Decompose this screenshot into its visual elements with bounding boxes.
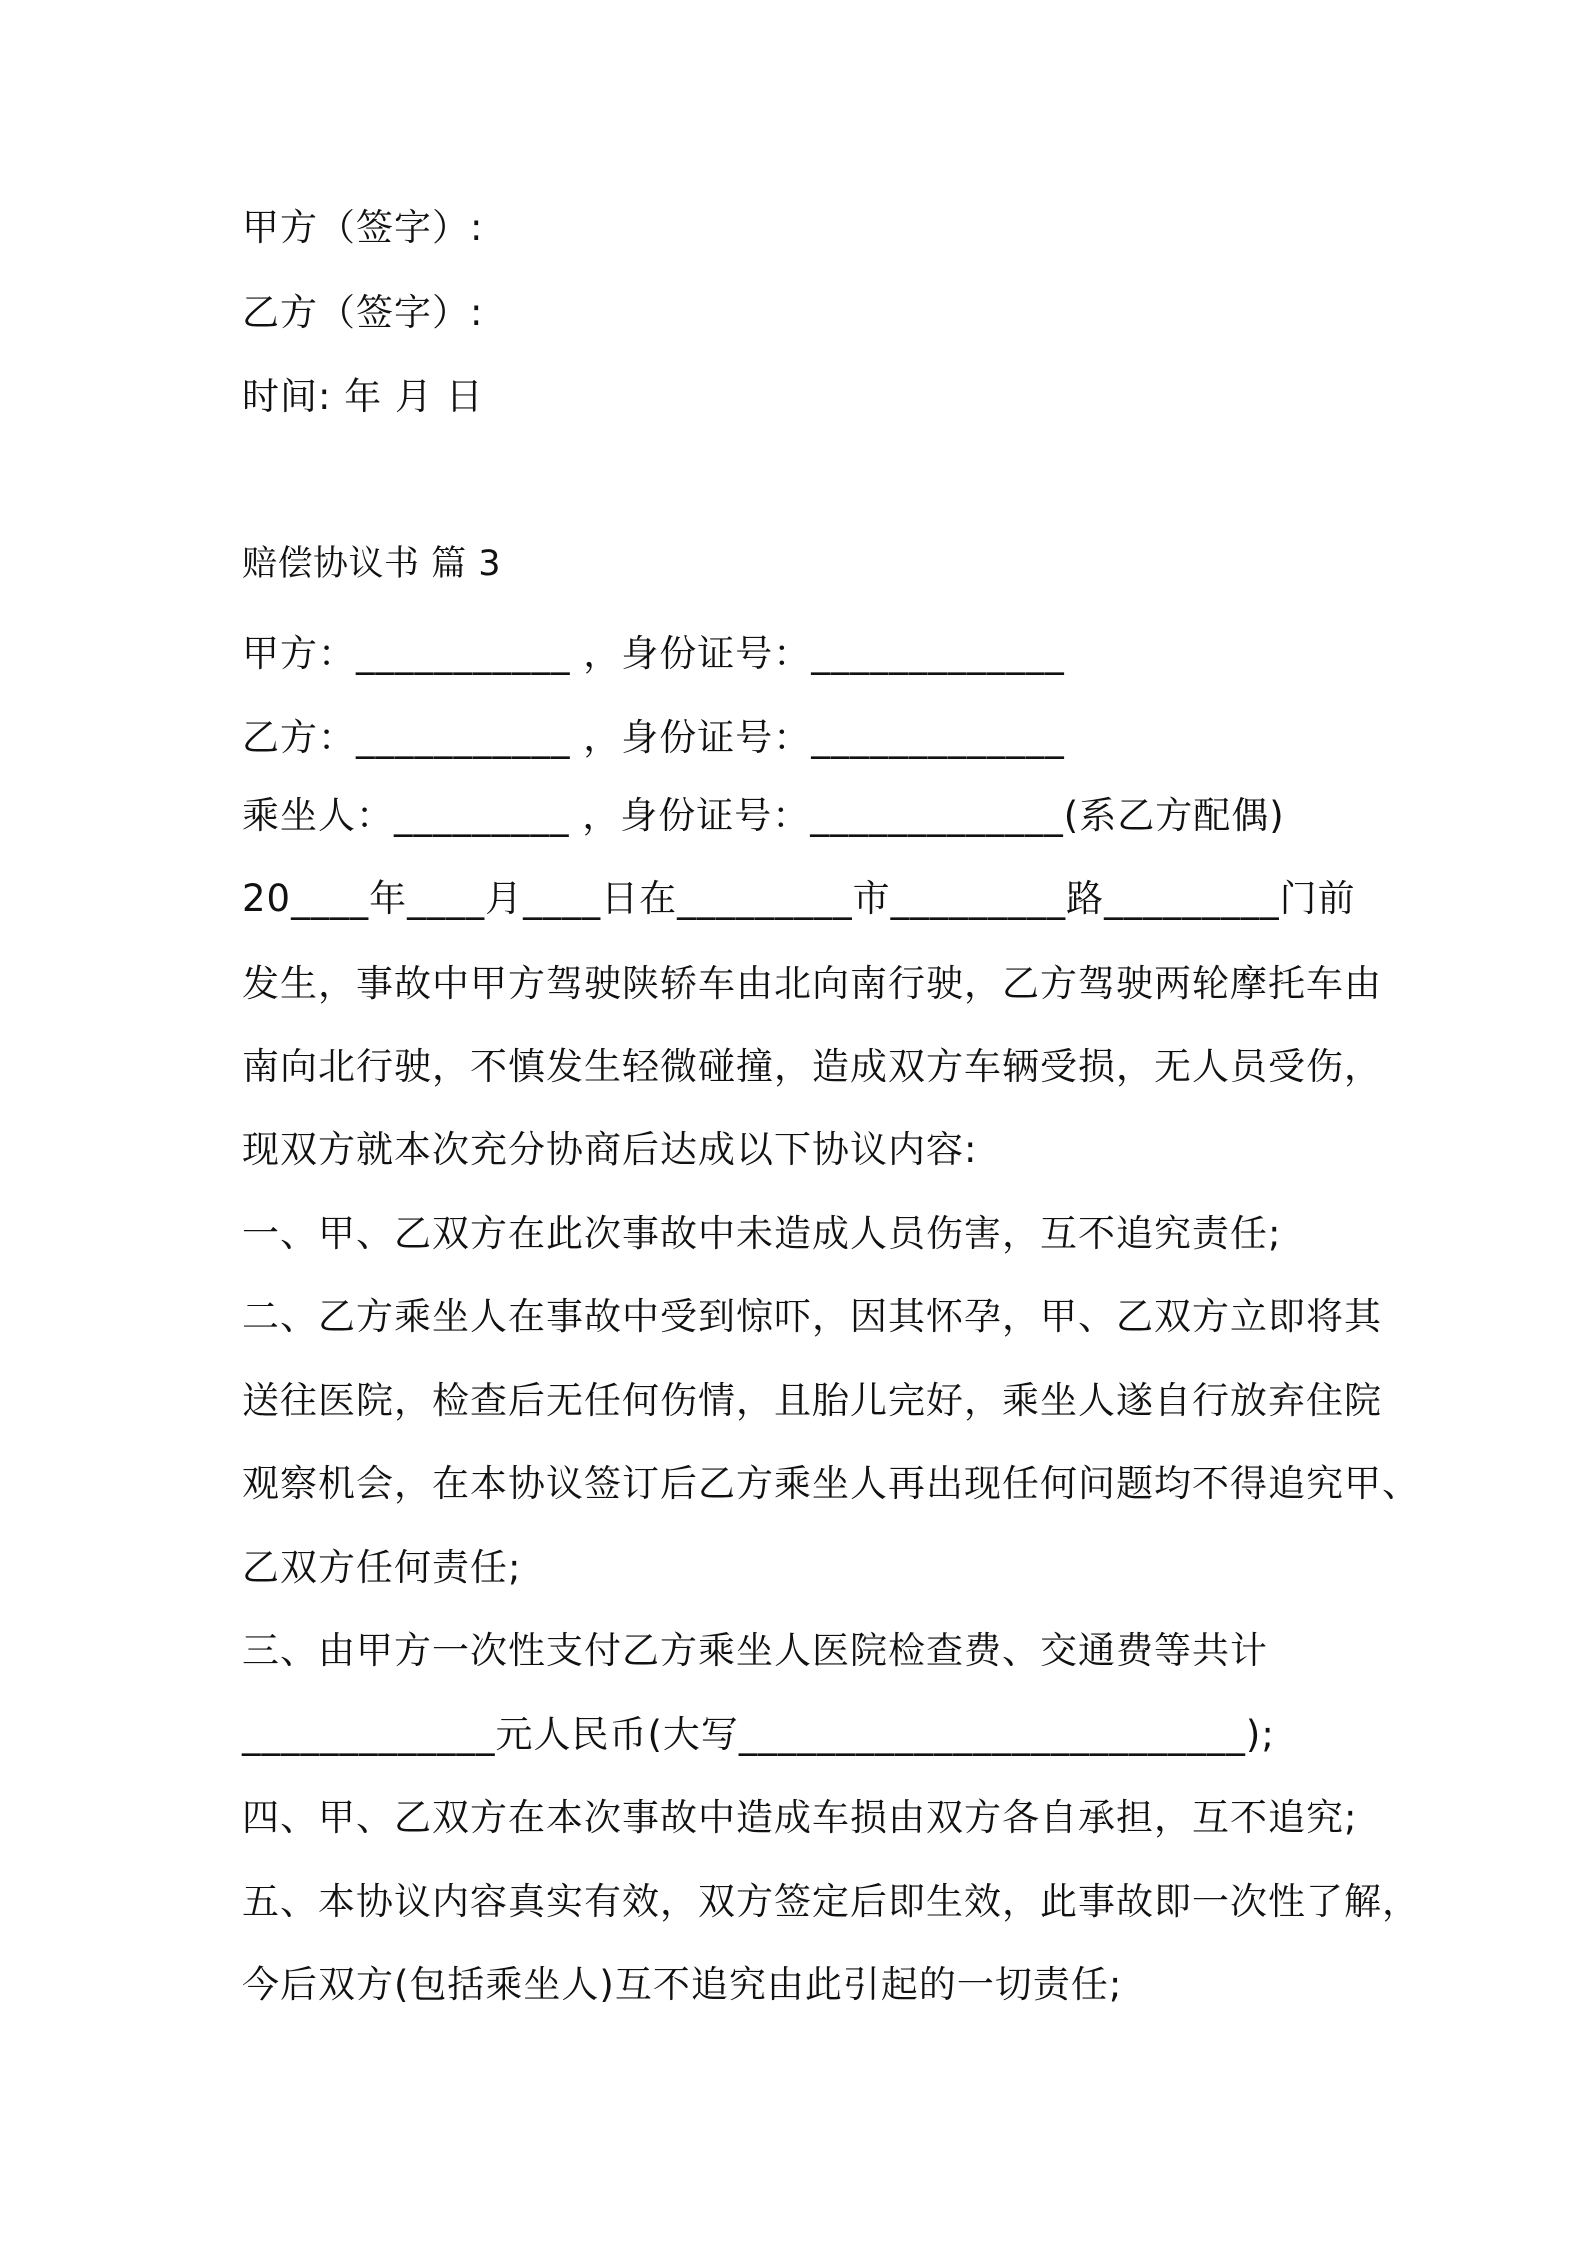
paragraph-line: 20____年____月____日在_________市_________路_________门前 [242,877,1356,920]
clause-line: 送往医院，检查后无任何伤情，且胎儿完好，乘坐人遂自行放弃住院 [242,1379,1382,1422]
clause-line: 一、甲、乙双方在此次事故中未造成人员伤害，互不追究责任; [242,1212,1282,1255]
passenger-info: 乘坐人：_________ ，身份证号：_____________(系乙方配偶) [242,794,1285,837]
paragraph-line: 发生，事故中甲方驾驶陕轿车由北向南行驶，乙方驾驶两轮摩托车由 [242,962,1382,1005]
party-b-info: 乙方：___________ ，身份证号：_____________ [242,716,1065,759]
paragraph-line: 南向北行驶，不慎发生轻微碰撞，造成双方车辆受损，无人员受伤， [242,1045,1382,1088]
clause-line: _____________元人民币(大写__________________________); [242,1713,1275,1756]
clause-line: 观察机会，在本协议签订后乙方乘坐人再出现任何问题均不得追究甲、 [242,1462,1420,1505]
clause-line: 五、本协议内容真实有效，双方签定后即生效，此事故即一次性了解， [242,1880,1420,1923]
clause-line: 四、甲、乙双方在本次事故中造成车损由双方各自承担，互不追究; [242,1796,1358,1839]
clause-line: 三、由甲方一次性支付乙方乘坐人医院检查费、交通费等共计 [242,1629,1268,1672]
party-a-info: 甲方：___________ ，身份证号：_____________ [242,632,1065,675]
party-a-signature-line: 甲方（签字）: [242,206,484,249]
agreement-title: 赔偿协议书 篇 3 [242,544,502,584]
clause-line: 乙双方任何责任; [242,1546,522,1589]
paragraph-line: 现双方就本次充分协商后达成以下协议内容: [242,1128,978,1171]
party-b-signature-line: 乙方（签字）: [242,291,484,334]
clause-line: 二、乙方乘坐人在事故中受到惊吓，因其怀孕，甲、乙双方立即将其 [242,1295,1382,1338]
date-line: 时间: 年 月 日 [242,375,484,418]
clause-line: 今后双方(包括乘坐人)互不追究由此引起的一切责任; [242,1963,1123,2006]
